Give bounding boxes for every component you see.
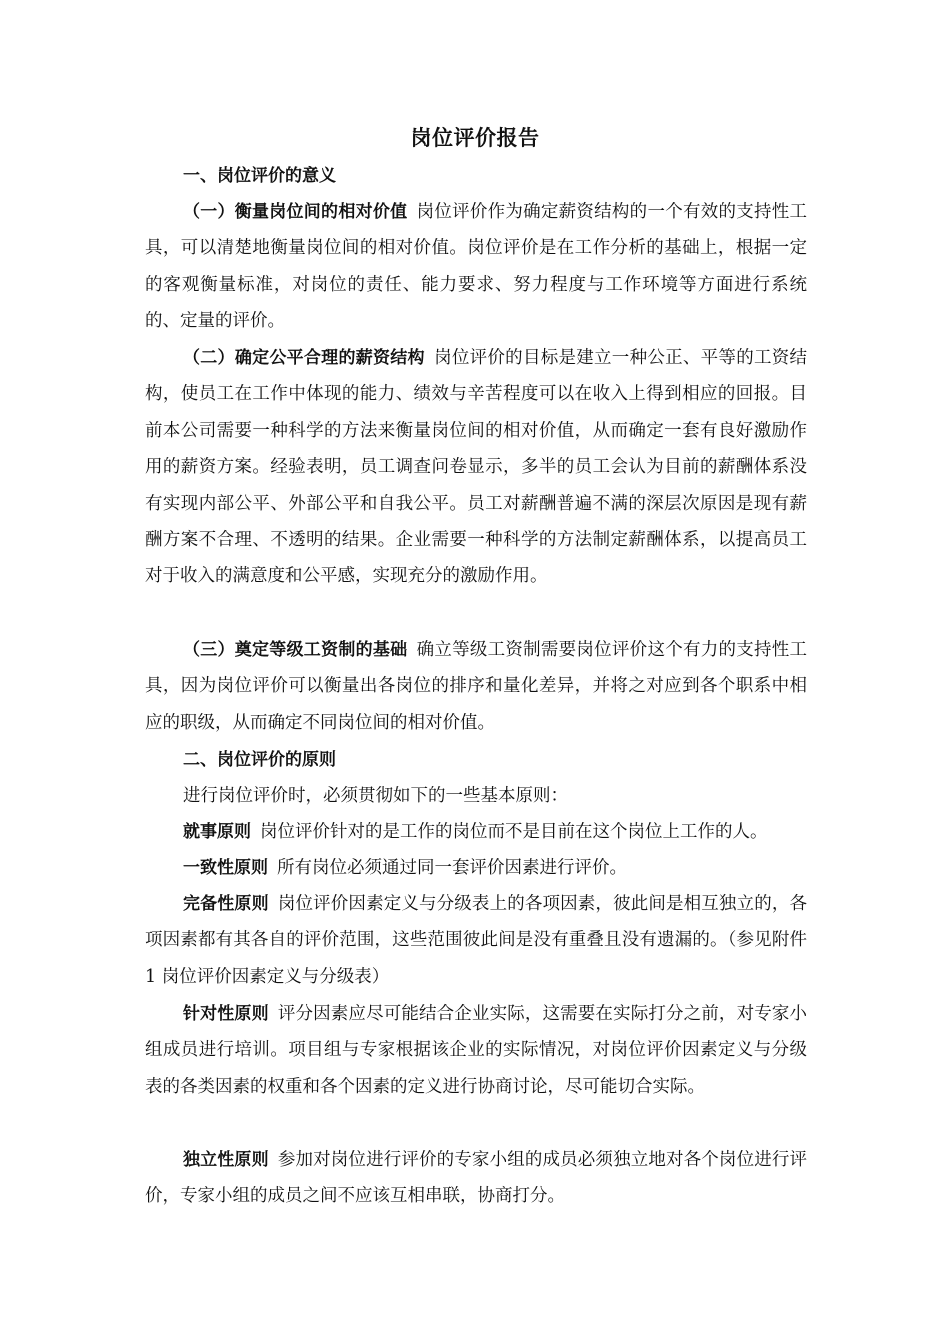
principle-item — [145, 1142, 807, 1215]
paragraph-lead: （一）衡量岗位间的相对价值 — [183, 202, 408, 222]
paragraph-text: 岗位评价的目标是建立一种公正、平等的工资结构，使员工在工作中体现的能力、绩效与辛苦程度可以在收入上得到相应的回报。目前本公司需要一种科学的方法来衡量岗位间的相对价值，从而确定一套有良好激励作用的薪资方案。经验表明，员工调查问卷显示，多半的员工会认为目前的薪酬体系没有实现内部公平、外部公平和自我公平。员工对薪酬普遍不满的深层次原因是现有薪酬方案不合理、不透明的结果。企业需要一种科学的方法制定薪酬体系，以提高员工对于收入的满意度和公平感，实现充分的激励作用。 — [145, 348, 808, 587]
principle-text: 岗位评价因素定义与分级表上的各项因素，彼此间是相互独立的，各项因素都有其各自的评价范围，这些范围彼此间是没有重叠且没有遗漏的。（参见附件 1 岗位评价因素定义与分级表） — [145, 894, 808, 987]
paragraph-salary-structure — [145, 340, 807, 595]
principles-intro: 进行岗位评价时，必须贯彻如下的一些基本原则： — [183, 786, 568, 806]
principle-text: 评分因素应尽可能结合企业实际，这需要在实际打分之前，对专家小组成员进行培训。项目组与专家根据该企业的实际情况，对岗位评价因素定义与分级表的各类因素的权重和各个因素的定义进行协商讨论，尽可能切合实际。 — [145, 1004, 808, 1097]
principle-lead: 独立性原则 — [183, 1150, 269, 1170]
document-title: 岗位评价报告 — [410, 126, 540, 150]
paragraph-text: 确立等级工资制需要岗位评价这个有力的支持性工具，因为岗位评价可以衡量出各岗位的排序和量化差异，并将之对应到各个职系中相应的职级，从而确定不同岗位间的相对价值。 — [145, 640, 807, 733]
principle-lead: 针对性原则 — [183, 1004, 269, 1024]
principle-text: 所有岗位必须通过同一套评价因素进行评价。 — [277, 858, 627, 878]
principle-lead: 完备性原则 — [183, 894, 269, 914]
principle-text: 参加对岗位进行评价的专家小组的成员必须独立地对各个岗位进行评价，专家小组的成员之间不应该互相串联，协商打分。 — [145, 1150, 808, 1207]
paragraph-relative-value — [145, 194, 807, 340]
principle-item — [145, 886, 807, 995]
section-heading-significance: 一、岗位评价的意义 — [183, 166, 336, 186]
principle-item — [145, 814, 807, 850]
principle-item — [145, 850, 807, 886]
paragraph-text: 岗位评价作为确定薪资结构的一个有效的支持性工具，可以清楚地衡量岗位间的相对价值。岗位评价是在工作分析的基础上，根据一定的客观衡量标准，对岗位的责任、能力要求、努力程度与工作环境等方面进行系统的、定量的评价。 — [145, 202, 807, 332]
section-heading-principles: 二、岗位评价的原则 — [183, 750, 336, 770]
principle-item — [145, 996, 807, 1105]
paragraph-lead: （三）奠定等级工资制的基础 — [183, 640, 408, 660]
principle-lead: 就事原则 — [183, 822, 251, 842]
paragraph-lead: （二）确定公平合理的薪资结构 — [183, 348, 425, 368]
principle-text: 岗位评价针对的是工作的岗位而不是目前在这个岗位上工作的人。 — [260, 822, 768, 842]
paragraph-grade-wage — [145, 632, 807, 741]
principle-lead: 一致性原则 — [183, 858, 268, 878]
